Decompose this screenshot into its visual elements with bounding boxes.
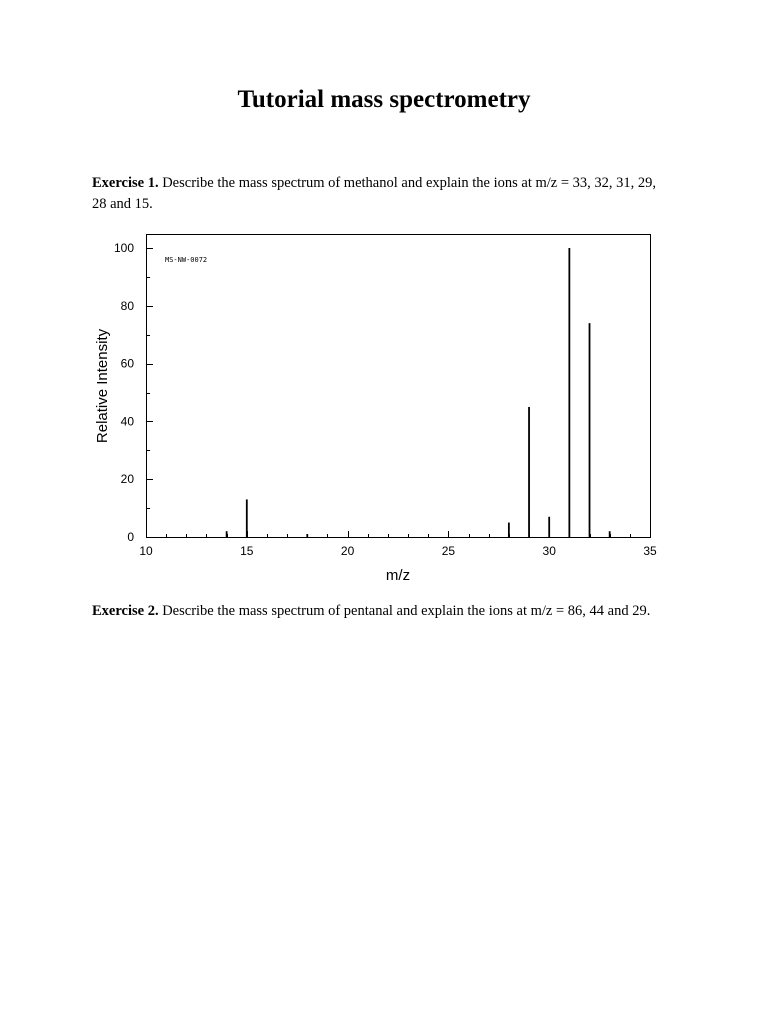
y-tick-label: 0 xyxy=(127,530,134,544)
spectrum-id-label: MS-NW-0072 xyxy=(165,256,208,264)
y-tick-label: 60 xyxy=(120,356,134,371)
peak-mz-30 xyxy=(548,517,550,537)
spectrum-peaks xyxy=(226,248,611,537)
x-axis-ticks xyxy=(139,531,657,558)
exercise-1-label: Exercise 1. xyxy=(92,175,159,191)
x-tick-label: 10 xyxy=(139,544,153,558)
x-tick-label: 25 xyxy=(441,544,456,558)
page-title: Tutorial mass spectrometry xyxy=(237,86,531,113)
mass-spectrum-chart xyxy=(88,225,668,590)
peak-mz-33 xyxy=(609,531,611,537)
y-axis-ticks xyxy=(114,241,153,544)
y-tick-label: 100 xyxy=(113,241,134,255)
x-tick-label: 30 xyxy=(542,544,556,558)
y-tick-label: 20 xyxy=(120,472,134,487)
exercise-2 xyxy=(92,601,672,622)
x-axis-title: m/z xyxy=(385,567,411,584)
y-axis-title: Relative Intensity xyxy=(94,328,111,444)
peak-mz-14 xyxy=(226,531,228,537)
peak-mz-18 xyxy=(306,534,308,537)
exercise-1 xyxy=(92,173,672,215)
peak-mz-28 xyxy=(508,523,510,537)
exercise-1-text: Describe the mass spectrum of methanol and explain the ions at m/z = 33, 32, 31, 29, 28 and 15. xyxy=(92,175,657,212)
peak-mz-31 xyxy=(568,248,570,537)
y-tick-label: 80 xyxy=(120,298,134,313)
x-tick-label: 35 xyxy=(643,544,657,558)
x-tick-label: 20 xyxy=(340,544,355,558)
exercise-2-label: Exercise 2. xyxy=(92,603,159,619)
peak-mz-15 xyxy=(246,499,248,537)
exercise-2-text: Describe the mass spectrum of pentanal and explain the ions at m/z = 86, 44 and 29. xyxy=(158,603,651,619)
peak-mz-32 xyxy=(589,323,591,537)
plot-frame xyxy=(147,235,651,538)
peak-mz-29 xyxy=(528,407,530,537)
x-tick-label: 15 xyxy=(240,544,254,558)
y-tick-label: 40 xyxy=(120,414,134,429)
